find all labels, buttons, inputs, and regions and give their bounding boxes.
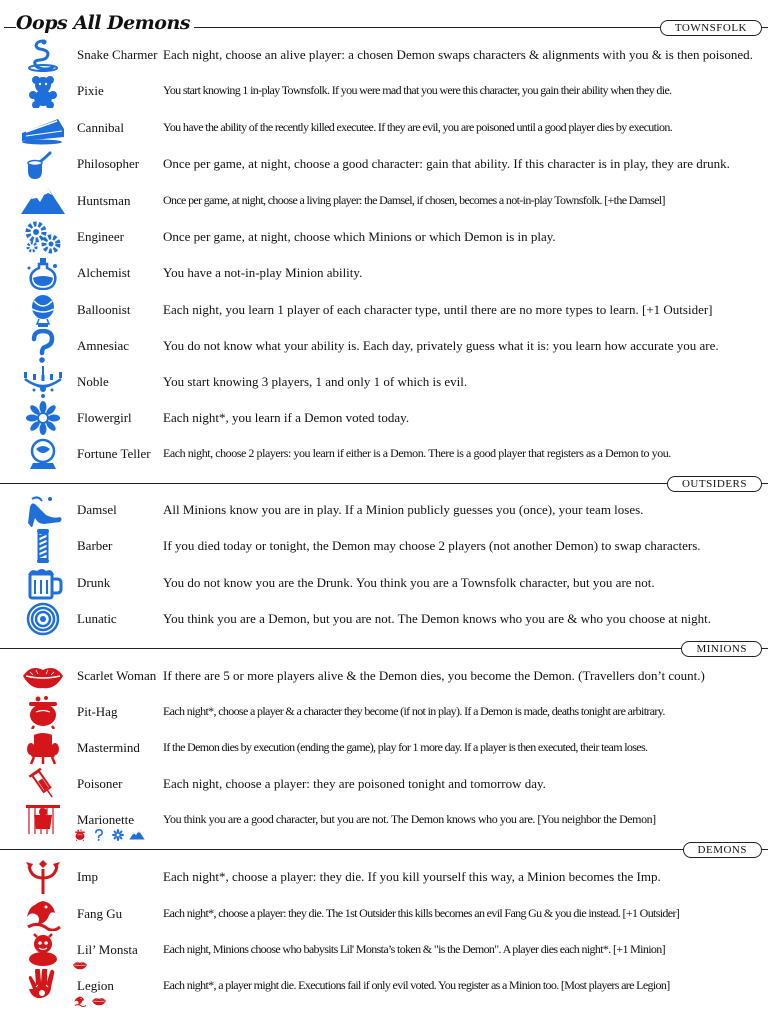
flower-icon [110, 828, 126, 840]
gears-icon [20, 220, 66, 254]
character-row-marionette [0, 802, 768, 838]
fang-gu-icon [72, 994, 88, 1006]
character-ability: Each night*, choose a player: they die. If you kill yourself this way, a Minion becomes the Imp. [163, 869, 661, 884]
barber-pole-icon [20, 529, 66, 563]
question-mark-icon [91, 828, 107, 840]
character-row-huntsman [0, 183, 768, 219]
jinx-icons [72, 994, 162, 1006]
character-name: Alchemist [77, 265, 131, 280]
section-label-minions: MINIONS [681, 641, 762, 657]
character-ability: Each night, choose an alive player: a chosen Demon swaps characters & alignments with you & is then poisoned. [163, 47, 753, 62]
section-label-townsfolk: TOWNSFOLK [660, 20, 762, 36]
character-row-philosopher [0, 146, 768, 182]
character-name: Lil’ Monsta [77, 942, 138, 957]
character-ability: You think you are a Demon, but you are not. The Demon knows who you are & who you choose at night. [163, 611, 711, 626]
character-row-scarlet-woman [0, 658, 768, 694]
character-name: Noble [77, 374, 109, 389]
character-name: Amnesiac [77, 338, 129, 353]
cauldron-icon [20, 695, 66, 729]
character-ability: Each night, you learn 1 player of each character type, until there are no more types to learn. [+1 Outsider] [163, 302, 713, 317]
flower-icon [20, 401, 66, 435]
character-row-mastermind [0, 730, 768, 766]
character-ability: Each night*, choose a player & a character they become (if not in play). If a Demon is made, deaths tonight are arbitrary. [163, 704, 665, 718]
spiral-icon [20, 602, 66, 636]
character-row-lil-monsta [0, 932, 768, 968]
character-ability: Once per game, at night, choose which Minions or which Demon is in play. [163, 229, 556, 244]
monsta-icon [20, 933, 66, 967]
character-ability: Once per game, at night, choose a good character: gain that ability. If this character is in play, they are drunk. [163, 156, 730, 171]
minions-divider [0, 648, 768, 649]
character-name: Poisoner [77, 776, 123, 791]
outsiders-divider [0, 483, 768, 484]
character-name: Snake Charmer [77, 47, 158, 62]
character-name: Balloonist [77, 302, 131, 317]
character-row-imp [0, 859, 768, 895]
character-ability: You start knowing 3 players, 1 and only 1 of which is evil. [163, 374, 468, 389]
character-ability: You do not know what your ability is. Each day, privately guess what it is: you learn how accurate you are. [163, 338, 719, 353]
character-ability: You think you are a good character, but you are not. The Demon knows who you are. [You neighbor the Demon] [163, 812, 656, 826]
character-name: Huntsman [77, 193, 131, 208]
lips-icon [20, 659, 66, 693]
armchair-icon [20, 731, 66, 765]
question-mark-icon [20, 329, 66, 363]
character-ability: If the Demon dies by execution (ending the game), play for 1 more day. If a player is then executed, their team loses. [163, 740, 648, 754]
character-name: Imp [77, 869, 98, 884]
character-ability: If you died today or tonight, the Demon may choose 2 players (not another Demon) to swap characters. [163, 538, 701, 553]
character-row-amnesiac [0, 328, 768, 364]
character-row-engineer [0, 219, 768, 255]
character-ability: Each night*, you learn if a Demon voted today. [163, 410, 410, 425]
script-title: Oops All Demons [16, 12, 194, 34]
character-ability: You have the ability of the recently killed executee. If they are evil, you are poisoned until a good player dies by execution. [163, 120, 673, 134]
crystal-ball-icon [20, 437, 66, 471]
mountains-icon [20, 184, 66, 218]
character-name: Pixie [77, 83, 104, 98]
character-name: Cannibal [77, 120, 124, 135]
character-ability: All Minions know you are in play. If a Minion publicly guesses you (once), your team loses. [163, 502, 644, 517]
section-label-outsiders: OUTSIDERS [667, 476, 762, 492]
character-row-damsel [0, 492, 768, 528]
demons-divider [0, 849, 768, 850]
character-name: Flowergirl [77, 410, 132, 425]
character-row-flowergirl [0, 400, 768, 436]
character-row-legion [0, 968, 768, 1004]
character-name: Philosopher [77, 156, 140, 171]
character-name: Drunk [77, 575, 111, 590]
character-row-poisoner [0, 766, 768, 802]
character-ability: Each night*, choose a player: they die. The 1st Outsider this kills becomes an evil Fang Gu & you die instead. [+1 Outsider] [163, 906, 680, 920]
snake-icon [20, 38, 66, 72]
character-name: Scarlet Woman [77, 668, 157, 683]
shoe-icon [20, 493, 66, 527]
character-row-pixie [0, 73, 768, 109]
character-name: Lunatic [77, 611, 117, 626]
character-name: Fang Gu [77, 906, 123, 921]
fang-gu-icon [20, 897, 66, 931]
section-label-demons: DEMONS [683, 842, 762, 858]
character-row-lunatic [0, 601, 768, 637]
character-row-fang-gu [0, 896, 768, 932]
character-name: Mastermind [77, 740, 140, 755]
jinx-icons [72, 828, 162, 840]
teddy-bear-icon [20, 74, 66, 108]
character-row-snake-charmer [0, 37, 768, 73]
character-name: Legion [77, 978, 114, 993]
character-ability: Each night, choose a player: they are poisoned tonight and tomorrow day. [163, 776, 546, 791]
character-row-barber [0, 528, 768, 564]
mountains-icon [129, 828, 145, 840]
character-ability: If there are 5 or more players alive & the Demon dies, you become the Demon. (Travellers don’t count.) [163, 668, 705, 683]
character-ability: Each night, Minions choose who babysits Lil' Monsta’s token & "is the Demon". A player dies each night*. [+1 Minion] [163, 942, 665, 956]
pipe-icon [20, 147, 66, 181]
cauldron-icon [72, 828, 88, 840]
lips-icon [91, 994, 107, 1006]
pie-icon [20, 111, 66, 145]
hand-icon [20, 969, 66, 1003]
character-ability: Each night*, a player might die. Executions fail if only evil voted. You register as a Minion too. [Most players are Legion] [163, 978, 670, 992]
character-ability: You have a not-in-play Minion ability. [163, 265, 363, 280]
character-ability: Once per game, at night, choose a living player: the Damsel, if chosen, becomes a not-in-play Townsfolk. [+the Damsel] [163, 193, 665, 207]
character-name: Marionette [77, 812, 135, 827]
character-name: Pit-Hag [77, 704, 118, 719]
puppet-icon [20, 803, 66, 837]
trident-icon [20, 860, 66, 894]
potion-icon [20, 256, 66, 290]
character-row-cannibal [0, 110, 768, 146]
character-name: Fortune Teller [77, 446, 151, 461]
character-ability: You do not know you are the Drunk. You think you are a Townsfolk character, but you are not. [163, 575, 655, 590]
chandelier-icon [20, 365, 66, 399]
character-name: Barber [77, 538, 113, 553]
character-row-fortune-teller [0, 436, 768, 472]
character-ability: Each night, choose 2 players: you learn if either is a Demon. There is a good player that registers as a Demon to you. [163, 446, 671, 460]
mug-icon [20, 566, 66, 600]
character-row-pit-hag [0, 694, 768, 730]
character-row-alchemist [0, 255, 768, 291]
balloon-icon [20, 293, 66, 327]
character-name: Engineer [77, 229, 124, 244]
syringe-icon [20, 767, 66, 801]
character-ability: You start knowing 1 in-play Townsfolk. If you were mad that you were this character, you gain their ability when they die. [163, 83, 672, 97]
character-name: Damsel [77, 502, 117, 517]
character-row-drunk [0, 565, 768, 601]
character-row-balloonist [0, 292, 768, 328]
character-row-noble [0, 364, 768, 400]
